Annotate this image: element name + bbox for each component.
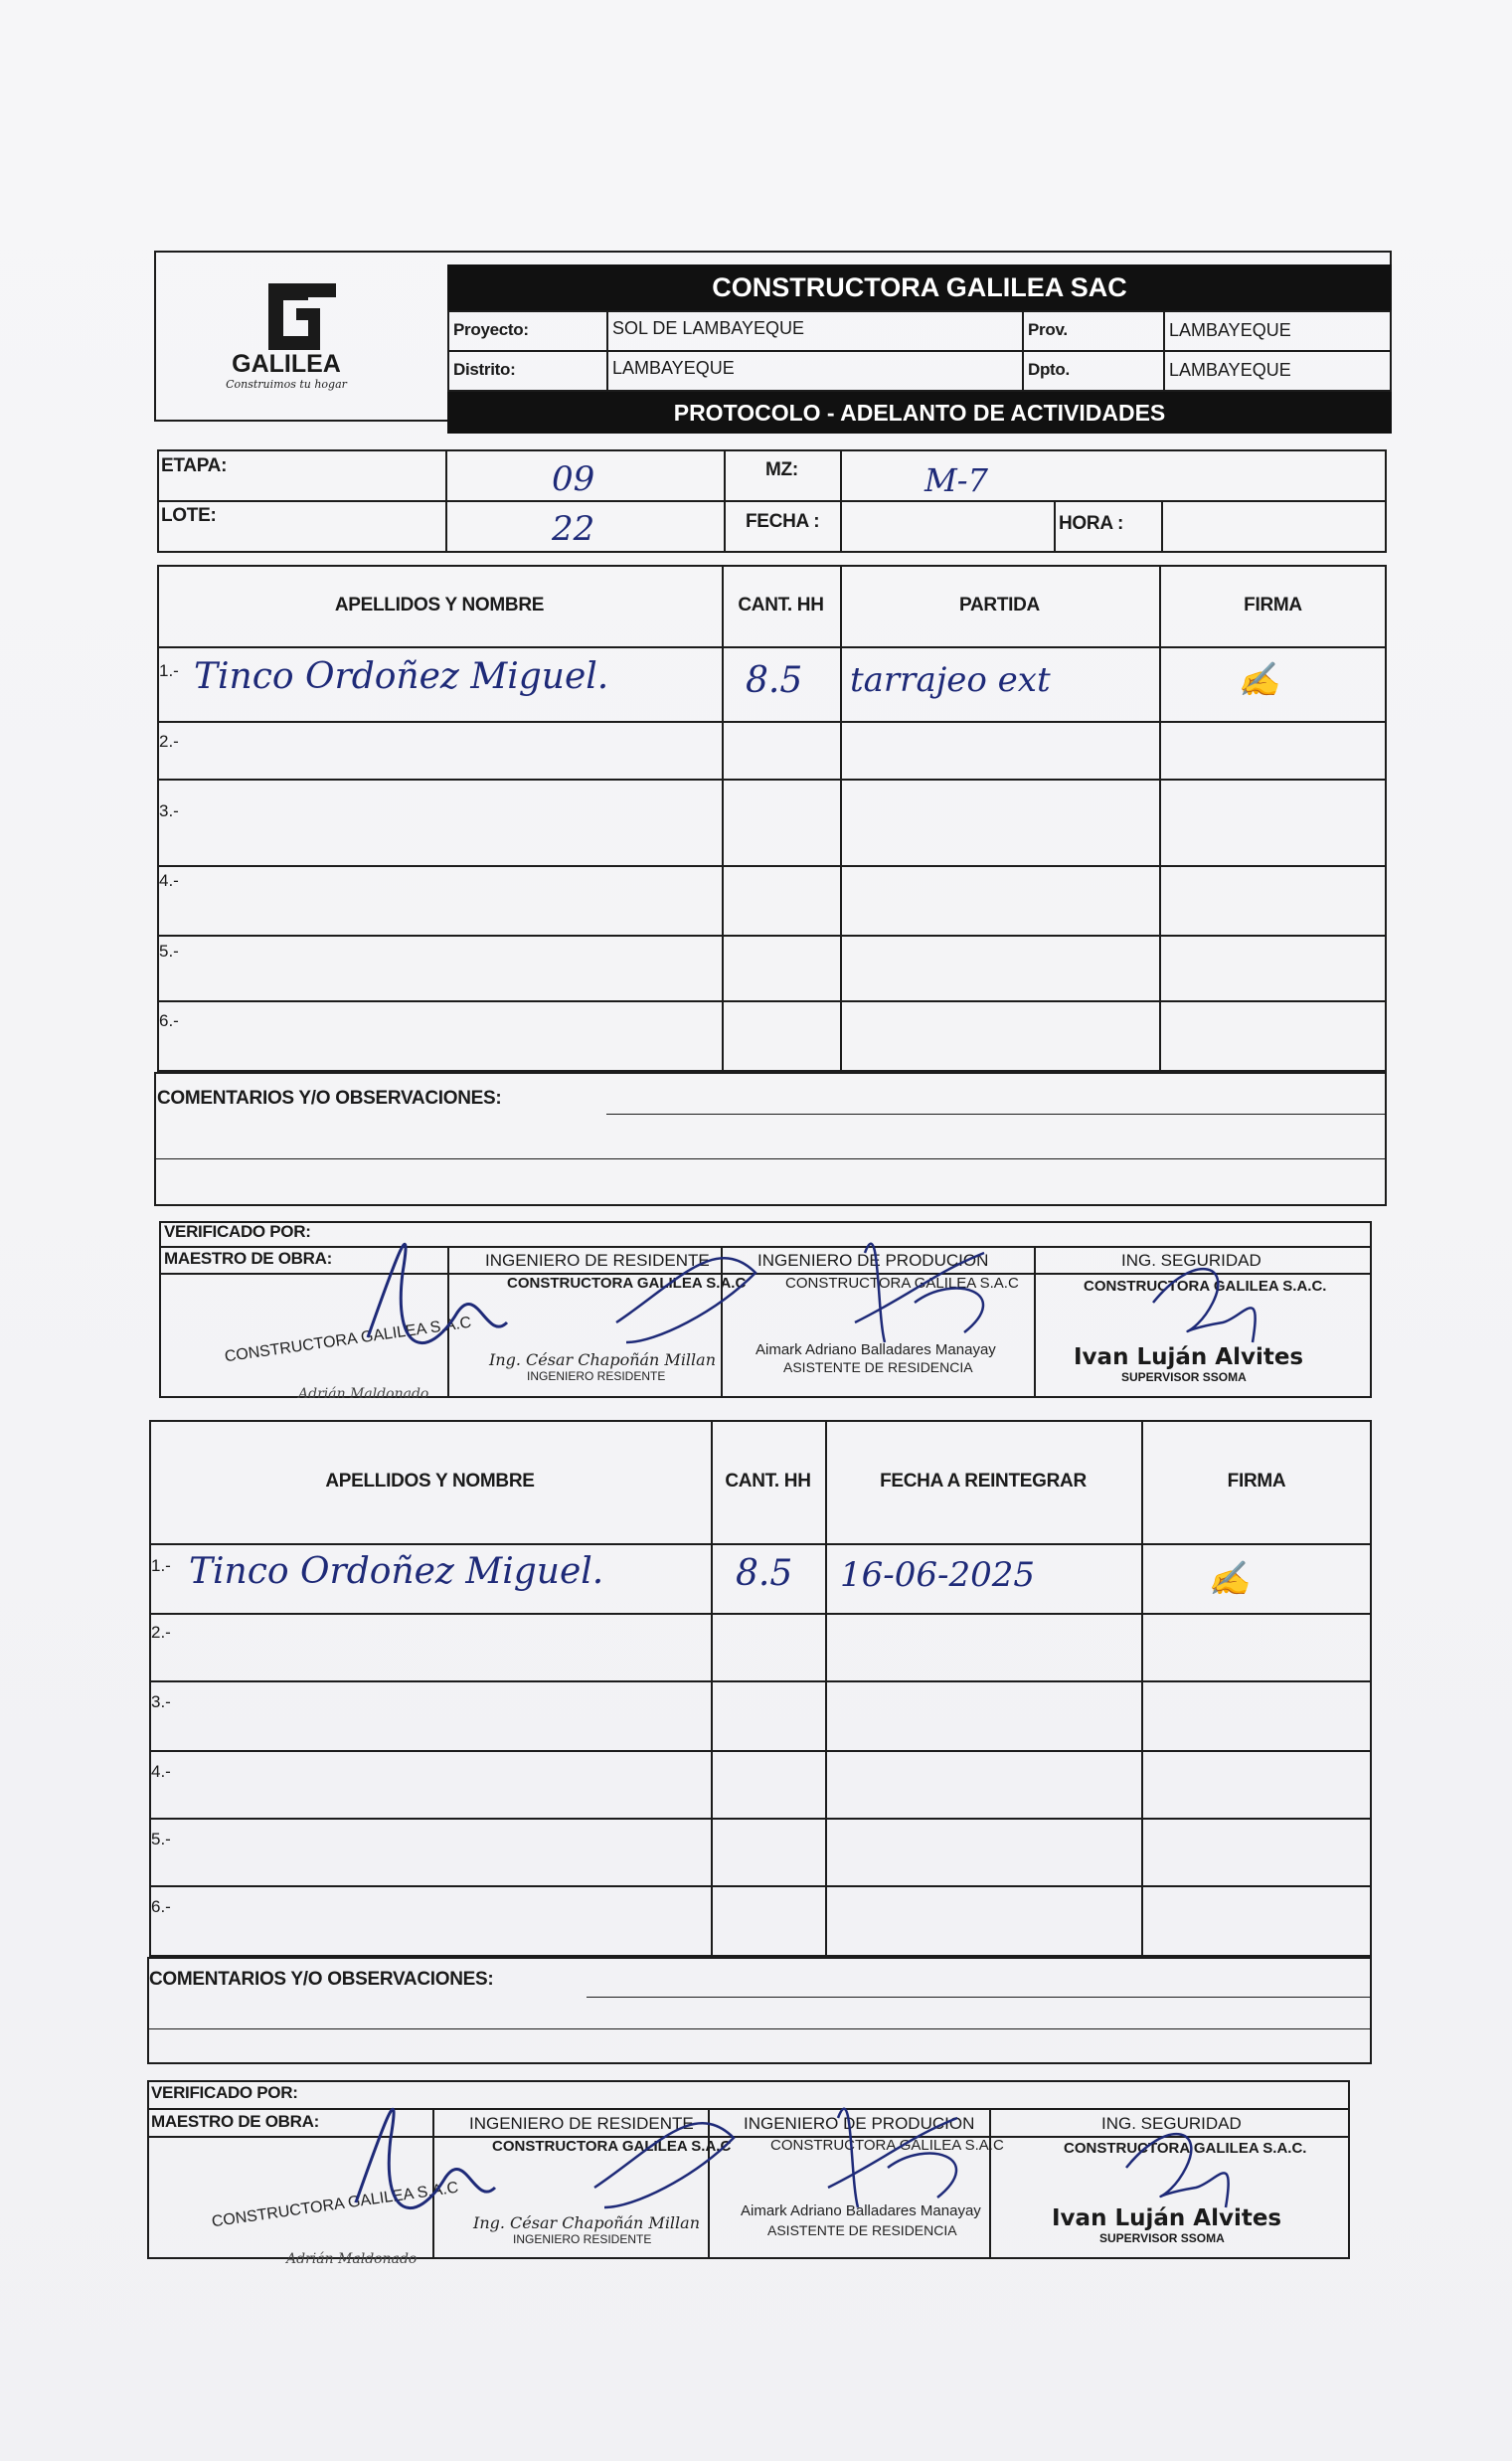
t1-row-num: 5.- (159, 942, 179, 961)
t1-row-num: 2.- (159, 732, 179, 751)
t1-seguridad-label: ING. SEGURIDAD (1121, 1251, 1261, 1270)
t1-row-partida: tarrajeo ext (850, 660, 1051, 700)
company-title: CONSTRUCTORA GALILEA SAC (447, 264, 1392, 310)
t2-seguridad-title: SUPERVISOR SSOMA (1099, 2231, 1225, 2245)
t2-row-name: Tinco Ordoñez Miguel. (189, 1551, 604, 1592)
t2-residente-title: INGENIERO RESIDENTE (513, 2232, 652, 2246)
etapa-value: 09 (552, 459, 595, 499)
t1-header-firma: FIRMA (1244, 595, 1302, 615)
t1-residente-stamp-company: CONSTRUCTORA GALILEA S.A.C (507, 1275, 747, 1292)
t1-residente-name: Ing. César Chapoñán Millan (489, 1350, 717, 1369)
t2-header-hh: CANT. HH (725, 1471, 811, 1492)
t2-maestro-label: MAESTRO DE OBRA: (151, 2112, 319, 2131)
t1-row-num: 1.- (159, 661, 179, 680)
t2-row-num: 5.- (151, 1830, 171, 1848)
prov-label: Prov. (1028, 320, 1068, 339)
lote-value: 22 (552, 509, 595, 549)
t1-seguridad-name: Ivan Luján Alvites (1074, 1344, 1304, 1370)
distrito-label: Distrito: (453, 360, 516, 379)
t2-header-fecha: FECHA A REINTEGRAR (880, 1471, 1087, 1492)
t2-maestro-name: Adrián Maldonado (286, 2251, 418, 2267)
lote-label: LOTE: (161, 505, 217, 526)
hora-label: HORA : (1059, 513, 1124, 534)
prov-value: LAMBAYEQUE (1169, 320, 1291, 340)
t1-maestro-name: Adrián Maldonado (298, 1386, 429, 1402)
t2-row-fecha: 16-06-2025 (840, 1555, 1036, 1595)
signature-scribbles-2 (147, 2058, 1350, 2267)
t2-row-firma: ✍ (1208, 1559, 1251, 1599)
t1-seguridad-title: SUPERVISOR SSOMA (1121, 1370, 1247, 1384)
t1-maestro-stamp: CONSTRUCTORA GALILEA S.A.C (223, 1314, 473, 1366)
proyecto-label: Proyecto: (453, 320, 529, 339)
logo-text: GALILEA (232, 350, 341, 378)
logo-tagline: Construimos tu hogar (226, 378, 347, 391)
t2-header-firma: FIRMA (1227, 1471, 1286, 1492)
t2-produccion-stamp-company: CONSTRUCTORA GALILEA S.A.C (770, 2137, 1004, 2154)
t2-residente-name: Ing. César Chapoñán Millan (473, 2213, 701, 2232)
t2-row-num: 6.- (151, 1897, 171, 1916)
t1-row-hh: 8.5 (746, 660, 803, 701)
mz-value: M-7 (924, 461, 988, 499)
t2-row-hh: 8.5 (736, 1553, 793, 1594)
dpto-value: LAMBAYEQUE (1169, 360, 1291, 380)
t1-row-num: 3.- (159, 801, 179, 820)
mz-label: MZ: (765, 459, 798, 480)
t1-comments-label: COMENTARIOS Y/O OBSERVACIONES: (157, 1088, 502, 1109)
fecha-label: FECHA : (746, 511, 820, 532)
t1-row-firma: ✍ (1238, 660, 1280, 700)
t2-seguridad-label: ING. SEGURIDAD (1101, 2114, 1242, 2133)
t1-row-num: 4.- (159, 871, 179, 890)
t1-header-name: APELLIDOS Y NOMBRE (334, 595, 545, 615)
t2-comments-label: COMENTARIOS Y/O OBSERVACIONES: (149, 1969, 494, 1990)
t2-row-num: 1.- (151, 1556, 171, 1575)
t2-residente-label: INGENIERO DE RESIDENTE (469, 2114, 694, 2133)
dpto-label: Dpto. (1028, 360, 1070, 379)
etapa-label: ETAPA: (161, 455, 228, 476)
t1-header-hh: CANT. HH (738, 595, 824, 615)
form-title: PROTOCOLO - ADELANTO DE ACTIVIDADES (447, 392, 1392, 434)
t1-row-num: 6.- (159, 1011, 179, 1030)
t2-row-num: 4.- (151, 1762, 171, 1781)
t1-residente-title: INGENIERO RESIDENTE (527, 1369, 666, 1383)
t1-produccion-name: Aimark Adriano Balladares Manayay (756, 1341, 996, 1358)
t1-produccion-label: INGENIERO DE PRODUCION (757, 1251, 989, 1270)
t2-verificado-label: VERIFICADO POR: (151, 2083, 298, 2102)
t1-produccion-stamp-company: CONSTRUCTORA GALILEA S.A.C (785, 1275, 1019, 1292)
t2-row-num: 2.- (151, 1623, 171, 1642)
t2-produccion-title: ASISTENTE DE RESIDENCIA (767, 2222, 957, 2238)
t1-residente-label: INGENIERO DE RESIDENTE (485, 1251, 710, 1270)
t1-header-partida: PARTIDA (959, 595, 1040, 615)
t2-produccion-label: INGENIERO DE PRODUCION (744, 2114, 975, 2133)
t2-residente-stamp-company: CONSTRUCTORA GALILEA S.A.C (492, 2138, 732, 2155)
proyecto-value: SOL DE LAMBAYEQUE (612, 318, 805, 338)
t1-produccion-title: ASISTENTE DE RESIDENCIA (783, 1359, 973, 1375)
distrito-value: LAMBAYEQUE (612, 358, 735, 378)
signature-scribbles-1 (159, 1193, 1372, 1402)
t1-verificado-label: VERIFICADO POR: (164, 1222, 311, 1241)
t1-row-name: Tinco Ordoñez Miguel. (194, 656, 609, 697)
t1-maestro-label: MAESTRO DE OBRA: (164, 1249, 332, 1268)
logo (169, 268, 427, 408)
t1-seguridad-stamp-company: CONSTRUCTORA GALILEA S.A.C. (1084, 1278, 1327, 1295)
t2-row-num: 3.- (151, 1692, 171, 1711)
t2-seguridad-name: Ivan Luján Alvites (1052, 2205, 1282, 2231)
t2-maestro-stamp: CONSTRUCTORA GALILEA S.A.C (210, 2179, 460, 2231)
t2-header-name: APELLIDOS Y NOMBRE (325, 1471, 535, 1492)
t2-produccion-name: Aimark Adriano Balladares Manayay (741, 2202, 981, 2219)
t2-seguridad-stamp-company: CONSTRUCTORA GALILEA S.A.C. (1064, 2140, 1307, 2157)
